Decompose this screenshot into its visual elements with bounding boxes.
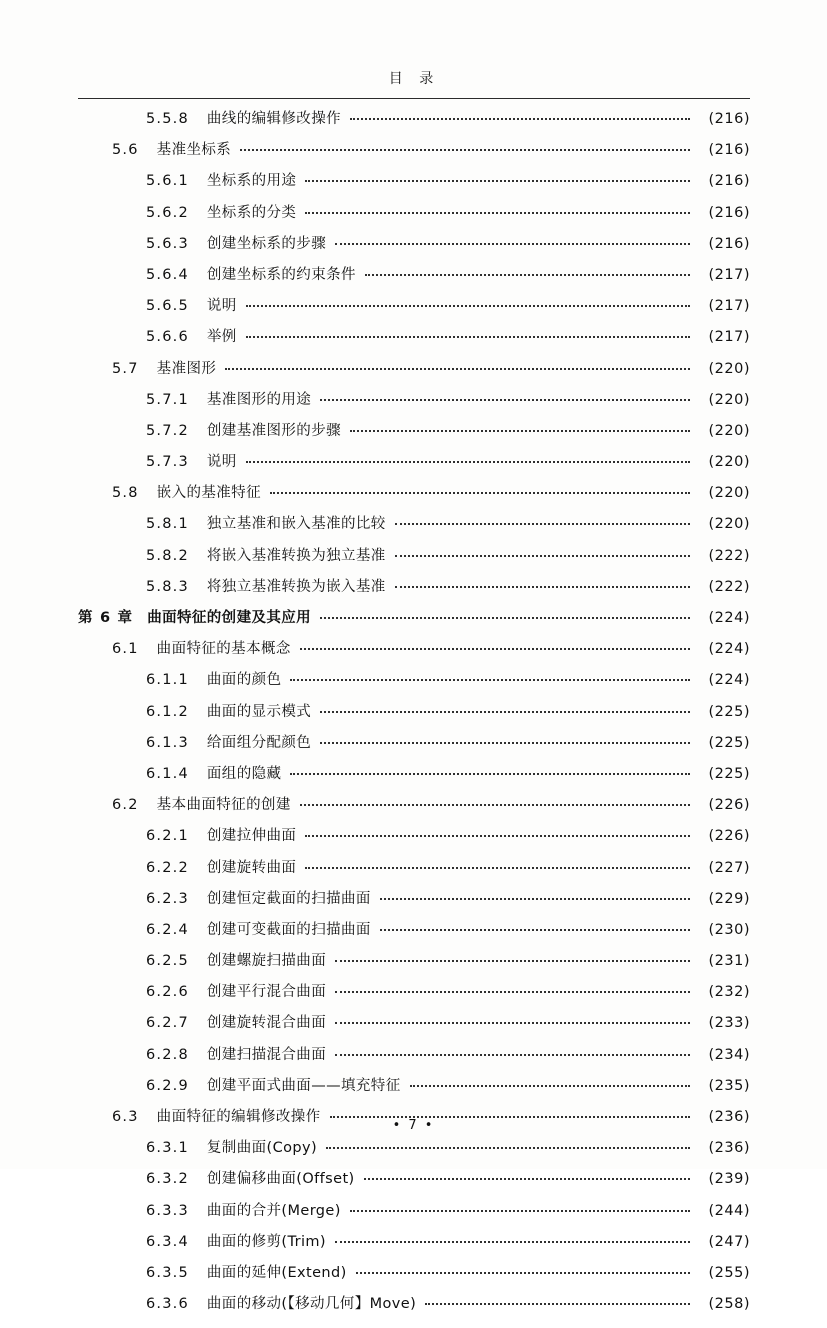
toc-entry[interactable] bbox=[78, 611, 750, 642]
toc-entry[interactable] bbox=[78, 829, 750, 860]
toc-entry-page: (222) bbox=[708, 547, 750, 564]
toc-leader-dots bbox=[326, 1147, 690, 1149]
toc-entry-title: 曲面特征的创建及其应用 bbox=[147, 610, 312, 626]
page-footer bbox=[0, 1118, 827, 1133]
toc-entry[interactable] bbox=[78, 767, 750, 798]
toc-leader-dots bbox=[300, 648, 690, 650]
toc-entry-title: 基准坐标系 bbox=[156, 142, 232, 159]
toc-entry[interactable] bbox=[78, 1079, 750, 1110]
toc-entry-page: (225) bbox=[708, 703, 750, 720]
toc-leader-dots bbox=[300, 804, 690, 806]
toc-entry-number: 6.1 bbox=[112, 641, 139, 658]
toc-leader-dots bbox=[395, 555, 690, 557]
toc-entry-title: 曲面特征的编辑修改操作 bbox=[156, 1109, 321, 1125]
toc-entry-page: (217) bbox=[708, 266, 750, 283]
toc-entry-page: (239) bbox=[708, 1171, 750, 1188]
toc-entry[interactable] bbox=[78, 112, 750, 143]
toc-entry-title: 给面组分配颜色 bbox=[206, 734, 312, 751]
toc-entry-page: (217) bbox=[708, 329, 750, 346]
toc-entry-title: 创建拉伸曲面 bbox=[206, 828, 297, 845]
toc-entry-title: 面组的隐藏 bbox=[206, 765, 282, 782]
toc-leader-dots bbox=[395, 523, 690, 525]
toc-entry-number: 6.2.6 bbox=[146, 984, 189, 1001]
toc-entry-page: (220) bbox=[708, 360, 750, 377]
page-number: • 7 • bbox=[392, 1118, 435, 1133]
toc-entry-page: (220) bbox=[708, 422, 750, 439]
toc-leader-dots bbox=[305, 835, 690, 837]
toc-leader-dots bbox=[350, 430, 690, 432]
toc-entry[interactable] bbox=[78, 424, 750, 455]
toc-entry[interactable] bbox=[78, 1048, 750, 1079]
toc-entry-title: 基本曲面特征的创建 bbox=[156, 797, 291, 814]
toc-entry-number: 5.7 bbox=[112, 360, 139, 377]
toc-entry-page: (224) bbox=[708, 672, 750, 689]
toc-entry-title: 创建基准图形的步骤 bbox=[206, 422, 342, 439]
toc-entry-title: 曲面的修剪(Trim) bbox=[206, 1233, 326, 1250]
toc-entry-number: 5.6.5 bbox=[146, 298, 189, 315]
toc-entry[interactable] bbox=[78, 1172, 750, 1203]
toc-entry-page: (231) bbox=[708, 953, 750, 970]
toc-entry-page: (220) bbox=[708, 454, 750, 471]
toc-leader-dots bbox=[380, 898, 690, 900]
toc-entry[interactable] bbox=[78, 1266, 750, 1297]
toc-entry-title: 基准图形 bbox=[156, 360, 217, 377]
toc-leader-dots bbox=[240, 149, 690, 151]
toc-entry[interactable] bbox=[78, 299, 750, 330]
toc-entry[interactable] bbox=[78, 861, 750, 892]
toc-entry-page: (255) bbox=[708, 1264, 750, 1281]
toc-entry[interactable] bbox=[78, 923, 750, 954]
toc-entry-number: 5.6.1 bbox=[146, 173, 189, 190]
page-header: 目 录 bbox=[388, 71, 440, 87]
toc-entry[interactable] bbox=[78, 330, 750, 361]
toc-entry-title: 创建坐标系的约束条件 bbox=[206, 266, 356, 283]
toc-entry-page: (224) bbox=[708, 641, 750, 658]
toc-entry-number: 5.6.6 bbox=[146, 329, 189, 346]
toc-entry-title: 创建平行混合曲面 bbox=[206, 984, 327, 1001]
toc-entry-title: 将嵌入基准转换为独立基准 bbox=[206, 547, 386, 564]
toc-entry[interactable] bbox=[78, 1204, 750, 1235]
toc-entry-page: (216) bbox=[708, 142, 750, 159]
header-divider bbox=[78, 98, 750, 99]
toc-entry-title: 创建平面式曲面——填充特征 bbox=[206, 1077, 401, 1094]
toc-entry-number: 6.3.5 bbox=[146, 1264, 189, 1281]
toc-entry[interactable] bbox=[78, 393, 750, 424]
toc-entry-page: (244) bbox=[708, 1202, 750, 1219]
toc-entry-number: 5.7.2 bbox=[146, 422, 189, 439]
toc-entry-number: 6.3.6 bbox=[146, 1296, 189, 1313]
toc-entry[interactable] bbox=[78, 268, 750, 299]
toc-entry-page: (236) bbox=[708, 1140, 750, 1157]
toc-entry-number: 5.5.8 bbox=[146, 111, 189, 127]
toc-entry-number: 6.2.5 bbox=[146, 953, 189, 970]
toc-leader-dots bbox=[320, 617, 690, 619]
toc-entry-page: (224) bbox=[708, 610, 750, 626]
toc-entry-title: 创建螺旋扫描曲面 bbox=[206, 953, 327, 970]
toc-entry-title: 曲面的合并(Merge) bbox=[206, 1202, 341, 1219]
toc-entry-number: 5.8.2 bbox=[146, 547, 189, 564]
toc-entry-number: 6.3 bbox=[112, 1109, 139, 1125]
toc-entry-title: 创建旋转曲面 bbox=[206, 859, 297, 876]
toc-entry-page: (233) bbox=[708, 1015, 750, 1032]
toc-leader-dots bbox=[335, 960, 690, 962]
toc-leader-dots bbox=[290, 679, 690, 681]
toc-entry-title: 将独立基准转换为嵌入基准 bbox=[206, 578, 386, 595]
toc-entry-number: 6.1.2 bbox=[146, 703, 189, 720]
toc-leader-dots bbox=[395, 586, 690, 588]
toc-entry-title: 创建旋转混合曲面 bbox=[206, 1015, 327, 1032]
toc-leader-dots bbox=[246, 336, 690, 338]
toc-entry-number: 6.3.1 bbox=[146, 1140, 189, 1157]
toc-entry-page: (226) bbox=[708, 828, 750, 845]
toc-entry[interactable] bbox=[78, 549, 750, 580]
toc-leader-dots bbox=[364, 1178, 690, 1180]
toc-entry-page: (225) bbox=[708, 765, 750, 782]
toc-leader-dots bbox=[335, 991, 690, 993]
toc-entry-title: 基准图形的用途 bbox=[206, 391, 312, 408]
toc-entry-page: (216) bbox=[708, 235, 750, 252]
toc-entry-number: 5.6 bbox=[112, 142, 139, 159]
toc-entry-number: 6.1.3 bbox=[146, 734, 189, 751]
toc-leader-dots bbox=[335, 1022, 690, 1024]
toc-entry-page: (229) bbox=[708, 890, 750, 907]
toc-entry[interactable] bbox=[78, 673, 750, 704]
toc-leader-dots bbox=[335, 1241, 690, 1243]
toc-entry-title: 举例 bbox=[206, 329, 237, 346]
toc-entry-page: (220) bbox=[708, 516, 750, 533]
toc-leader-dots bbox=[320, 742, 690, 744]
toc-leader-dots bbox=[380, 929, 690, 931]
toc-entry[interactable] bbox=[78, 143, 750, 174]
toc-entry-title: 独立基准和嵌入基准的比较 bbox=[206, 516, 386, 533]
toc-entry[interactable] bbox=[78, 1297, 750, 1328]
toc-entry-page: (225) bbox=[708, 734, 750, 751]
toc-leader-dots bbox=[350, 1210, 690, 1212]
toc-leader-dots bbox=[270, 492, 690, 494]
toc-entry-title: 创建坐标系的步骤 bbox=[206, 235, 327, 252]
toc-entry-number: 6.3.4 bbox=[146, 1233, 189, 1250]
toc-leader-dots bbox=[356, 1272, 690, 1274]
toc-entry[interactable] bbox=[78, 985, 750, 1016]
toc-entry[interactable] bbox=[78, 237, 750, 268]
toc-entry-title: 坐标系的分类 bbox=[206, 204, 297, 221]
toc-entry-number: 5.6.4 bbox=[146, 266, 189, 283]
toc-entry-title: 坐标系的用途 bbox=[206, 173, 297, 190]
toc-entry-number: 6.2.7 bbox=[146, 1015, 189, 1032]
toc-entry-number: 5.8.1 bbox=[146, 516, 189, 533]
toc-entry[interactable] bbox=[78, 1235, 750, 1266]
toc-entry-number: 6.2.3 bbox=[146, 890, 189, 907]
toc-leader-dots bbox=[246, 305, 690, 307]
toc-entry-page: (227) bbox=[708, 859, 750, 876]
toc-entry-page: (234) bbox=[708, 1046, 750, 1063]
toc-entry-number: 6.3.2 bbox=[146, 1171, 189, 1188]
toc-entry[interactable] bbox=[78, 1141, 750, 1172]
toc-entry-number: 第 6 章 bbox=[78, 610, 134, 626]
toc-entry-page: (216) bbox=[708, 111, 750, 127]
toc-entry-number: 5.6.2 bbox=[146, 204, 189, 221]
toc-leader-dots bbox=[365, 274, 690, 276]
toc-entry[interactable] bbox=[78, 362, 750, 393]
toc-entry-title: 曲面特征的基本概念 bbox=[156, 641, 291, 658]
toc-leader-dots bbox=[305, 180, 690, 182]
toc-entry-number: 6.2.1 bbox=[146, 828, 189, 845]
toc-entry-page: (247) bbox=[708, 1233, 750, 1250]
toc-entry-page: (235) bbox=[708, 1077, 750, 1094]
toc-leader-dots bbox=[335, 243, 690, 245]
toc-entry-title: 嵌入的基准特征 bbox=[156, 485, 261, 502]
toc-leader-dots bbox=[425, 1303, 690, 1305]
toc-entry-page: (230) bbox=[708, 921, 750, 938]
toc-entry-page: (220) bbox=[708, 391, 750, 408]
toc-entry-page: (258) bbox=[708, 1296, 750, 1313]
toc-entry-title: 创建可变截面的扫描曲面 bbox=[206, 921, 371, 938]
toc-leader-dots bbox=[305, 212, 690, 214]
toc-entry[interactable] bbox=[78, 705, 750, 736]
toc-entry[interactable] bbox=[78, 174, 750, 205]
toc-entry-title: 曲面的颜色 bbox=[206, 672, 282, 689]
toc-entry-page: (222) bbox=[708, 578, 750, 595]
toc-leader-dots bbox=[320, 399, 690, 401]
toc-entry-number: 6.2 bbox=[112, 797, 139, 814]
toc-entry-number: 6.2.8 bbox=[146, 1046, 189, 1063]
toc-entry[interactable] bbox=[78, 954, 750, 985]
toc-entry[interactable] bbox=[78, 736, 750, 767]
toc-leader-dots bbox=[350, 118, 690, 120]
toc-entry-number: 5.7.3 bbox=[146, 454, 189, 471]
toc-entry-page: (226) bbox=[708, 797, 750, 814]
toc-entry-title: 曲面的延伸(Extend) bbox=[206, 1264, 347, 1281]
toc-entry-title: 说明 bbox=[206, 454, 237, 471]
toc-entry-number: 5.8.3 bbox=[146, 578, 189, 595]
toc-entry-number: 5.8 bbox=[112, 485, 139, 502]
toc-entry[interactable] bbox=[78, 892, 750, 923]
toc-entry-number: 6.3.3 bbox=[146, 1202, 189, 1219]
toc-entry-title: 创建偏移曲面(Offset) bbox=[206, 1171, 355, 1188]
toc-entry[interactable] bbox=[78, 798, 750, 829]
toc-entry-page: (236) bbox=[708, 1109, 750, 1125]
toc-leader-dots bbox=[290, 773, 690, 775]
toc-entry-number: 6.1.1 bbox=[146, 672, 189, 689]
toc-entry-number: 6.2.4 bbox=[146, 921, 189, 938]
toc-leader-dots bbox=[335, 1054, 690, 1056]
toc-entry-title: 说明 bbox=[206, 298, 237, 315]
toc-leader-dots bbox=[225, 368, 690, 370]
toc-entry-page: (220) bbox=[708, 485, 750, 502]
toc-entry[interactable] bbox=[78, 486, 750, 517]
toc-entry[interactable] bbox=[78, 580, 750, 611]
toc-entry[interactable] bbox=[78, 206, 750, 237]
toc-leader-dots bbox=[410, 1085, 690, 1087]
toc-entry-title: 复制曲面(Copy) bbox=[206, 1140, 318, 1157]
toc-entry-number: 6.1.4 bbox=[146, 765, 189, 782]
toc-entry-number: 6.2.9 bbox=[146, 1077, 189, 1094]
toc-entry-number: 5.7.1 bbox=[146, 391, 189, 408]
toc-entry-title: 创建恒定截面的扫描曲面 bbox=[206, 890, 371, 907]
toc-leader-dots bbox=[246, 461, 690, 463]
toc-entry-number: 5.6.3 bbox=[146, 235, 189, 252]
toc-entry-title: 曲线的编辑修改操作 bbox=[206, 111, 342, 127]
toc-entry-page: (216) bbox=[708, 204, 750, 221]
toc-leader-dots bbox=[305, 867, 690, 869]
toc-entry-page: (216) bbox=[708, 173, 750, 190]
toc-entry[interactable] bbox=[78, 1016, 750, 1047]
table-of-contents bbox=[78, 112, 750, 1328]
toc-entry-title: 曲面的移动(【移动几何】Move) bbox=[206, 1296, 417, 1313]
toc-entry-number: 6.2.2 bbox=[146, 859, 189, 876]
toc-entry-title: 创建扫描混合曲面 bbox=[206, 1046, 327, 1063]
toc-entry[interactable] bbox=[78, 517, 750, 548]
toc-entry-page: (232) bbox=[708, 984, 750, 1001]
toc-entry-title: 曲面的显示模式 bbox=[206, 703, 312, 720]
toc-entry[interactable] bbox=[78, 455, 750, 486]
toc-entry[interactable] bbox=[78, 642, 750, 673]
toc-leader-dots bbox=[320, 711, 690, 713]
toc-entry-page: (217) bbox=[708, 298, 750, 315]
